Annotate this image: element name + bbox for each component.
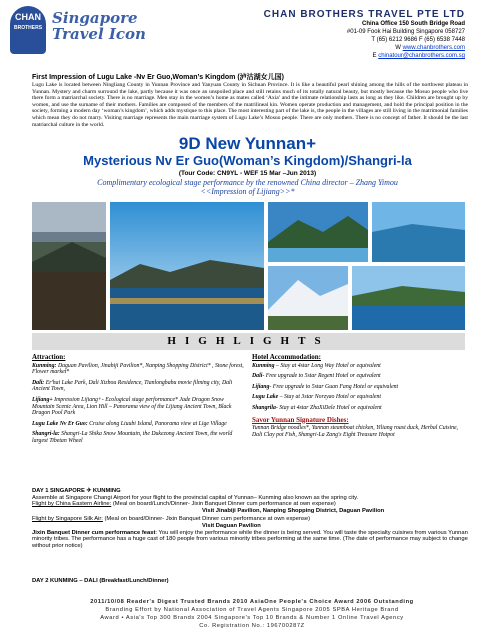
hotel-item: Dali- Free upgrade to 5star Regent Hotel or equivalent — [252, 373, 381, 380]
footer-line2: Branding Effort by National Association of Travel Agents Singapore 2005 SPBA Heritage Brand — [105, 607, 399, 613]
hotel-heading: Hotel Accommodation: — [252, 353, 322, 361]
day1-section — [32, 488, 468, 549]
hotel-item: Lijiang- Free upgrade to 5star Guan Fang Hotel or equivalent — [252, 383, 399, 390]
photo-strip — [32, 202, 465, 330]
photo-blue-lake — [372, 202, 465, 262]
day1-line1: Assemble at Singapore Changi Airport for your flight to the provincial capital of Yunnan– Kunming also known as the spring city. — [32, 494, 359, 501]
tour-title: 9D New Yunnan+ — [178, 134, 317, 153]
hotel-item: Shangrila- Stay at 4star ZhaXiDele Hotel or equivalent — [252, 404, 382, 411]
hotel-item: Lugu Lake – Stay at 3star Norzyao Hotel or equivalent — [252, 394, 381, 401]
hotel-column — [252, 354, 465, 442]
day1-line4: Flight by Singapore Silk Air: (Meal on board/Dinner- Jixin Banquet Dinner cum performance at own expense) — [32, 516, 311, 523]
chan-brothers-logo — [10, 6, 46, 54]
footer — [32, 598, 472, 630]
attraction-item: Dali: Er'hai Lake Park, Dali Xizhou Residence, Tianlongbabu movie filming city, Dali Ancient Town, — [32, 379, 233, 393]
email-prefix: E — [372, 53, 377, 59]
logo-tagline-line2: Travel Icon — [52, 25, 146, 43]
header — [0, 0, 495, 70]
dishes-heading: Savor Yunnan Signature Dishes: — [252, 415, 349, 424]
footer-line1: 2011/10/08 Reader's Digest Trusted Brands 2010 AsiaOne People's Choice Award 2006 Outstanding — [90, 599, 414, 605]
company-info — [264, 9, 465, 60]
highlights-bar: HIGHLIGHTS — [32, 333, 465, 350]
dishes-text: Yunnan Bridge noodles*, Yunnan steamboat chicken, Yiliang roast duck, Herbal Cuisine, Dali Clay pot Fish, Shangri-La Zang's Eight Treasure Hotpot — [252, 425, 458, 438]
day1-line3: Visit Jinabiji Pavilion, Nanping Shopping District, Daguan Pavilion — [202, 507, 385, 514]
day2-title: DAY 2 KUNMING – DALI (Breakfast/Lunch/Dinner) — [32, 578, 169, 584]
attraction-column — [32, 354, 245, 449]
day1-line5: Visit Daguan Pavilion — [202, 522, 261, 529]
website-link[interactable]: www.chanbrothers.com — [402, 45, 465, 51]
footer-line3: Award • Asia's Top 300 Brands 2004 Singapore's Top 10 Brands & Number 1 Online Travel Agency — [100, 615, 404, 621]
logo-tagline-line1: Singapore — [52, 9, 138, 27]
tour-code: (Tour Code: CN9YL - WEF 15 Mar –Jun 2013) — [178, 170, 317, 177]
day1-title: DAY 1 SINGAPORE ✈ KUNMING — [32, 488, 121, 494]
attraction-item: Lugu Lake Nv Er Guo: Cruise along Liuubi Island, Panorama view at Lige Village — [32, 420, 227, 427]
company-phone: T (65) 6212 9686 F (65) 6538 7448 — [371, 37, 465, 43]
day1-line6: Jixin Banquet Dinner cum performance feast: You will enjoy the performance while the dinner is being served. You will taste the specialty cuisines from various Yunnan minority tribes. The performance has a huge cast of 180 people from various minority tribes performing at the same time. (The date of performance may subject to change without prior notice) — [32, 529, 468, 549]
tour-subtitle: Mysterious Nv Er Guo(Woman’s Kingdom)/Shangri-la — [83, 153, 412, 168]
logo-brand-line2: BROTHERS — [13, 25, 43, 31]
intro-text: Lugu Lake is located between Ningliang County in Yunnan Province and Yanyuan County in Sichuan Province. It is like a beautiful pearl shining among the hills of the northwest plateau in Yunnan. Mystery and charm surround the lake, partly because it was once an unspoiled place and still retains much of its totally natural beauty, but mostly because the Mosuo people who live there form a matriarchal society. There is no marriage. Men stay in the women’s home as mates called ‘Axia’ and the intimate relationship lasts as long as they like. Children are brought up by women, and use the surname of their mothers. Families are composed of the members of the matrilineal kin. Women operate production and management, and hold the principal position in the society, forming a modern day ‘woman’s kingdom’, which adds mystique to this place. The most interesting part of the lake is, the people in the villages are still living in the matrimonial families which mean they do not marry. Visiting marriage represents the main marriage system of Lugu Lake’s Mosuo people. There are only mothers. There is no concept of father. It should be the last matriarchal culture in the world. — [32, 82, 468, 128]
photo-mountain-lake — [268, 202, 368, 262]
attraction-heading: Attraction: — [32, 353, 66, 361]
day1-line2: Flight by China Eastern Airline: (Meal on board/Lunch/Dinner- Jixin Banquet Dinner cum performance at own expense) — [32, 501, 336, 508]
tagline-line2: <<Impression of Lijiang>>* — [200, 187, 295, 196]
company-office: China Office 150 South Bridge Road — [361, 21, 465, 27]
photo-lake-island — [352, 266, 465, 330]
photo-snow-mountain — [268, 266, 348, 330]
logo-tagline — [52, 10, 146, 42]
intro-title: First Impression of Lugu Lake -Nv Er Guo,Woman’s Kingdom (泸沽湖女儿国) — [32, 74, 285, 81]
company-address: #01-09 Fook Hai Building Singapore 058727 — [346, 29, 465, 35]
attraction-item: Lijiang+ Impression Lijiang+- Ecological stage performance* Jade Dragon Snow Mountain Scenic Area, Lion Hill – Panorama view of the Lijiang Ancient Town, Black Dragon Pool Park — [32, 396, 232, 417]
web-prefix: W — [395, 45, 401, 51]
email-link[interactable]: chinatour@chanbrothers.com.sg — [378, 53, 465, 59]
attraction-item: Shangri-la: Shangri-La Shika Snow Mountain, the Dukezong Ancient Town, the world largest Tibetan Wheel — [32, 431, 233, 444]
tour-tagline — [0, 178, 495, 196]
company-name: CHAN BROTHERS TRAVEL PTE LTD — [263, 9, 465, 20]
photo-lugu-lake-sunset — [110, 202, 264, 330]
footer-registration: Co. Registration No.: 196700287Z — [199, 623, 305, 629]
hotel-item: Kunming – Stay at 4star Long Way Hotel or equivalent — [252, 362, 381, 369]
tagline-line1: Complimentary ecological stage performance by the renowned China director – Zhang Yimou — [97, 178, 398, 187]
photo-lijiang-town — [32, 202, 106, 330]
logo-brand-line1: CHAN — [15, 12, 41, 22]
attraction-item: Kunming: Daguan Pavilion, Jinabiji Pavilion*, Nanping Shopping District* , Stone forest, Flower market* — [32, 362, 244, 376]
